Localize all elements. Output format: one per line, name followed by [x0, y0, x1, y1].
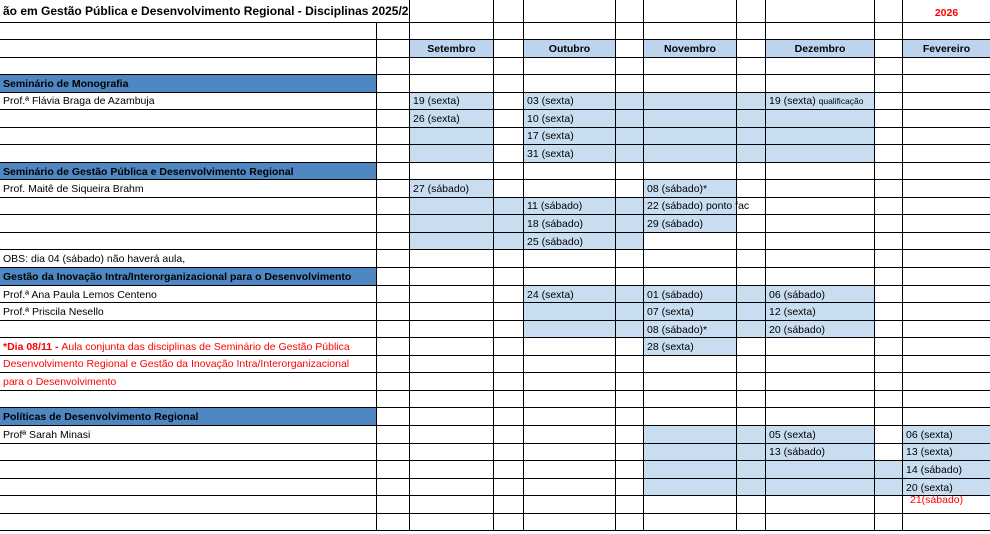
section-title-politicas: Políticas de Desenvolvimento Regional	[3, 411, 199, 423]
date-cell: 07 (sexta)	[647, 306, 694, 318]
date-cell: 06 (sexta)	[906, 429, 953, 441]
date-cell-bg	[494, 197, 523, 250]
date-cell: 08 (sábado)*	[647, 183, 708, 195]
date-cell: 20 (sábado)	[769, 324, 826, 336]
date-cell: 26 (sexta)	[413, 113, 460, 125]
date-cell: 08 (sábado)*	[647, 324, 708, 336]
professor-name: Prof.ª Ana Paula Lemos Centeno	[3, 289, 157, 301]
date-cell	[769, 95, 864, 107]
date-value: 19 (sexta)	[769, 95, 816, 107]
professor-name: Prof.ª Priscila Nesello	[3, 306, 104, 318]
date-cell: 13 (sexta)	[906, 446, 953, 458]
month-header-novembro: Novembro	[664, 43, 716, 55]
section-title-gestao-publica: Seminário de Gestão Pública e Desenvolvimento Regional	[3, 166, 294, 178]
obs-note: OBS: dia 04 (sábado) não haverá aula,	[3, 253, 186, 265]
date-cell: 31 (sexta)	[527, 148, 574, 160]
date-cell-bg	[737, 286, 765, 338]
date-cell: 06 (sábado)	[769, 289, 826, 301]
professor-name: Prof. Maitê de Siqueira Brahm	[3, 183, 144, 195]
date-cell-bg	[737, 426, 765, 496]
date-cell: 24 (sexta)	[527, 289, 574, 301]
date-cell: 20 (sexta)	[906, 482, 953, 494]
joint-class-note-prefix: *Dia 08/11 -	[3, 341, 62, 353]
month-header-outubro: Outubro	[548, 43, 591, 55]
date-cell: 11 (sábado)	[527, 200, 583, 212]
section-title-inovacao: Gestão da Inovação Intra/Interorganizacional para o Desenvolvimento	[3, 271, 352, 283]
date-note: qualificação	[818, 96, 864, 106]
month-header-dezembro: Dezembro	[794, 43, 846, 55]
joint-class-note-text: Aula conjunta das disciplinas de Seminário de Gestão Pública	[61, 341, 350, 353]
month-header-fevereiro: Fevereiro	[922, 43, 971, 55]
joint-class-note-line3: para o Desenvolvimento	[3, 376, 117, 388]
professor-name: Profª Sarah Minasi	[3, 429, 91, 441]
date-cell-bg	[616, 286, 643, 338]
date-cell: 25 (sábado)	[527, 236, 584, 248]
month-header-setembro: Setembro	[427, 43, 476, 55]
joint-class-note-line2: Desenvolvimento Regional e Gestão da Inovação Intra/Interorganizacional	[3, 358, 350, 370]
date-cell: 29 (sábado)	[647, 218, 704, 230]
date-cell-bg	[616, 197, 643, 250]
section-title-monografia: Seminário de Monografia	[3, 78, 129, 90]
date-cell: 19 (sexta)	[413, 95, 460, 107]
date-cell: 14 (sábado)	[906, 464, 963, 476]
date-cell: 18 (sábado)	[527, 218, 584, 230]
date-cell-bg	[644, 426, 736, 496]
joint-class-note	[3, 341, 350, 353]
date-cell: 13 (sábado)	[769, 446, 826, 458]
date-cell: 22 (sábado) ponto fac	[647, 200, 750, 212]
date-cell: 12 (sexta)	[769, 306, 816, 318]
date-cell: 17 (sexta)	[527, 130, 574, 142]
date-cell: 01 (sábado)	[647, 289, 704, 301]
date-cell: 28 (sexta)	[647, 341, 694, 353]
date-cell: 03 (sexta)	[527, 95, 574, 107]
sheet-title: ão em Gestão Pública e Desenvolvimento Regional - Disciplinas 2025/2	[3, 4, 409, 18]
year-label: 2026	[934, 7, 959, 19]
date-cell: 27 (sábado)	[413, 183, 470, 195]
date-cell: 05 (sexta)	[769, 429, 816, 441]
professor-name: Prof.ª Flávia Braga de Azambuja	[3, 95, 155, 107]
date-cell: 10 (sexta)	[527, 113, 574, 125]
date-cell-extra: 21(sábado)	[910, 494, 964, 506]
